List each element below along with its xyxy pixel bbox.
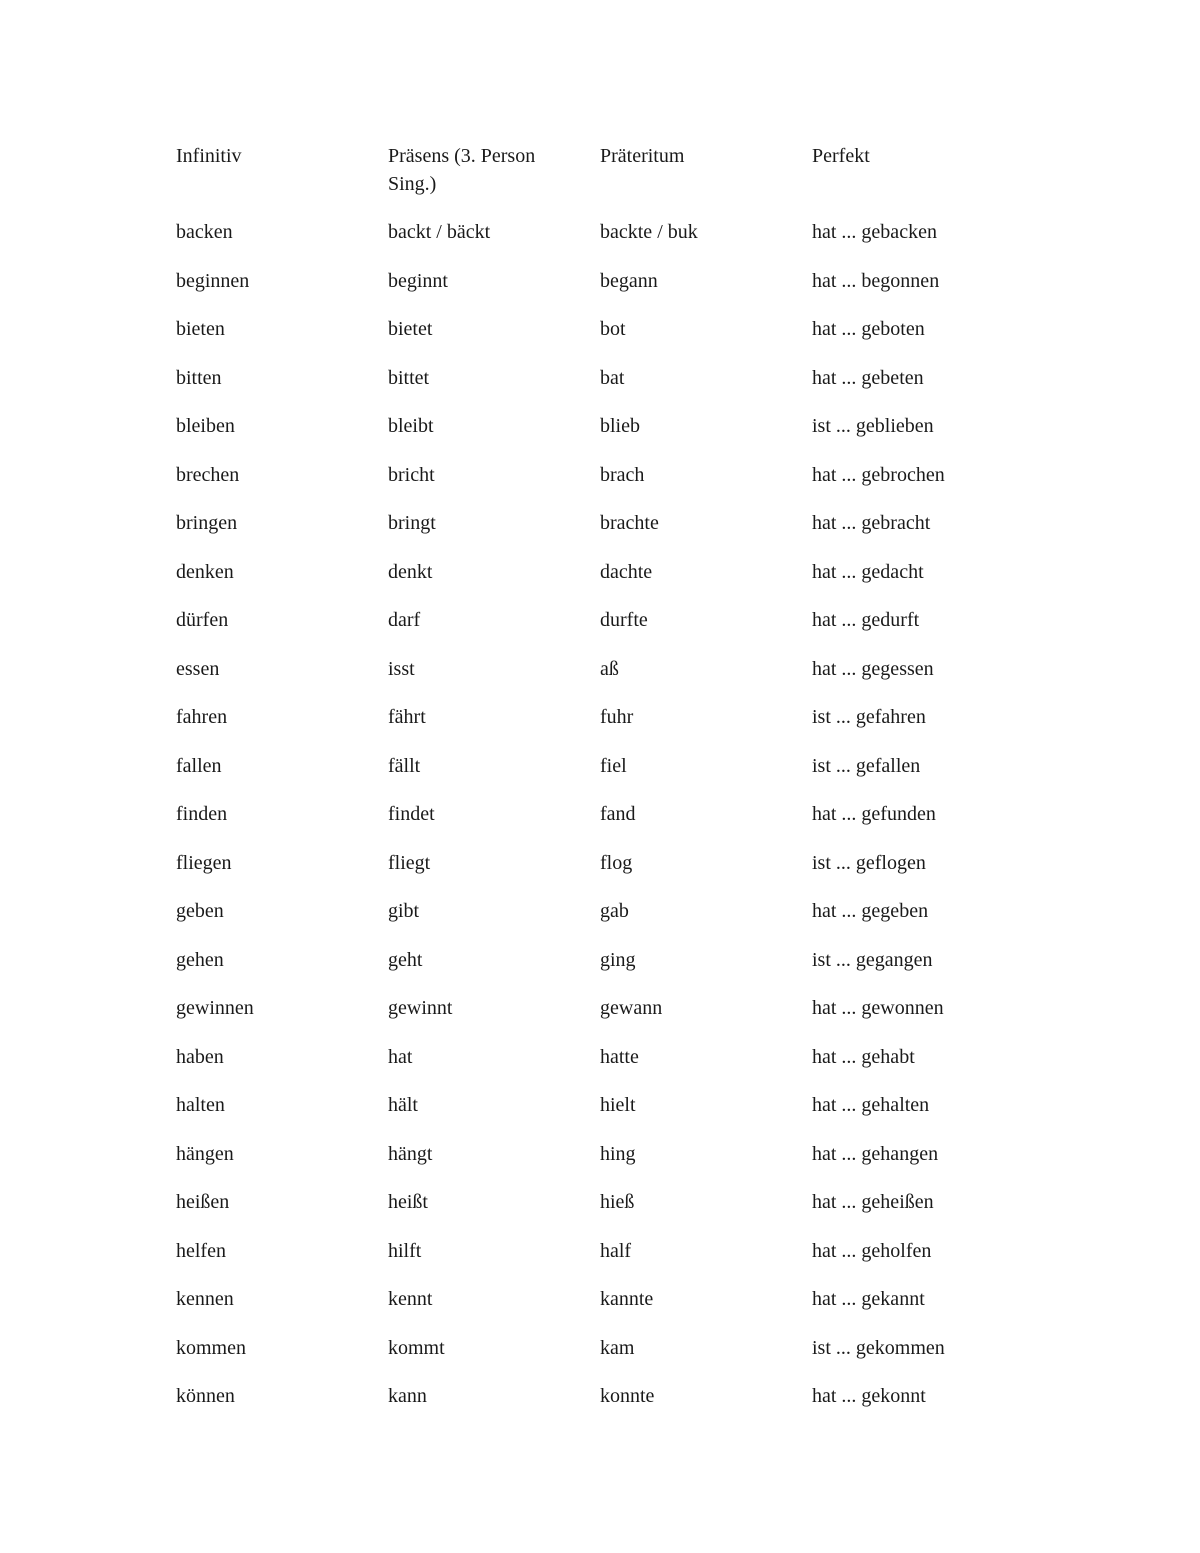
cell-praesens: darf [388,609,421,631]
table-row [176,1140,986,1189]
cell-perfekt: hat ... begonnen [812,269,940,292]
cell-infinitiv: finden [176,803,228,825]
cell-infinitiv: fallen [176,754,222,777]
table-row [176,1188,986,1237]
table-row [176,703,986,752]
cell-infinitiv: kennen [176,1288,234,1310]
cell-infinitiv: können [176,1385,235,1407]
cell-infinitiv: fliegen [176,851,232,874]
cell-praeteritum: kam [600,1336,635,1359]
cell-praesens: gibt [388,900,420,922]
cell-praesens: fliegt [388,851,431,874]
cell-perfekt: hat ... gehalten [812,1094,930,1116]
cell-praesens: kennt [388,1288,433,1310]
cell-infinitiv: haben [176,1045,224,1068]
table-row [176,1382,986,1431]
cell-praesens: fällt [388,754,421,777]
cell-praeteritum: flog [600,851,633,874]
cell-praeteritum: brachte [600,512,659,534]
table-row [176,994,986,1043]
header-praesens: Präsens (3. Person Sing.) [388,145,536,195]
cell-praeteritum: gewann [600,997,663,1019]
header-perfekt: Perfekt [812,145,870,167]
cell-infinitiv: essen [176,657,220,680]
cell-infinitiv: bringen [176,512,238,534]
cell-praeteritum: dachte [600,560,653,583]
cell-praesens: backt / bäckt [388,221,491,243]
table-row [176,461,986,510]
cell-perfekt: hat ... gewonnen [812,997,944,1019]
cell-praeteritum: fuhr [600,706,634,728]
cell-perfekt: hat ... gekonnt [812,1385,926,1407]
cell-perfekt: hat ... geheißen [812,1191,934,1213]
cell-infinitiv: fahren [176,706,228,728]
cell-infinitiv: backen [176,221,233,243]
table-row [176,412,986,461]
cell-perfekt: ist ... geflogen [812,851,926,874]
cell-praeteritum: hieß [600,1191,635,1213]
cell-infinitiv: denken [176,560,234,583]
cell-infinitiv: brechen [176,463,240,486]
cell-infinitiv: kommen [176,1336,246,1359]
cell-perfekt: hat ... gebracht [812,512,931,534]
cell-praeteritum: kannte [600,1288,654,1310]
table-row [176,558,986,607]
table-row [176,1237,986,1286]
table-row [176,800,986,849]
cell-praeteritum: konnte [600,1385,655,1407]
cell-praeteritum: bat [600,366,625,389]
header-infinitiv: Infinitiv [176,145,242,167]
cell-praeteritum: begann [600,269,658,292]
cell-praesens: beginnt [388,269,448,292]
cell-infinitiv: helfen [176,1239,226,1262]
cell-perfekt: hat ... gedacht [812,560,924,583]
cell-perfekt: hat ... gegessen [812,657,934,680]
cell-praesens: hält [388,1094,418,1116]
table-row [176,849,986,898]
cell-praeteritum: blieb [600,415,640,437]
table-row [176,897,986,946]
cell-praesens: bleibt [388,415,434,437]
cell-praeteritum: half [600,1239,632,1262]
cell-perfekt: ist ... gefallen [812,754,921,777]
cell-praeteritum: hatte [600,1045,639,1068]
table-header [176,142,986,218]
cell-praeteritum: durfte [600,609,648,631]
cell-praesens: fährt [388,706,426,728]
cell-praesens: bricht [388,463,435,486]
cell-praeteritum: hing [600,1142,636,1165]
cell-infinitiv: bieten [176,318,225,340]
cell-praesens: hat [388,1045,413,1068]
cell-perfekt: hat ... gekannt [812,1288,925,1310]
cell-praesens: hängt [388,1142,433,1165]
cell-praeteritum: bot [600,318,626,340]
table-row [176,606,986,655]
cell-infinitiv: gehen [176,948,224,971]
table-row [176,1285,986,1334]
table-row [176,218,986,267]
cell-praesens: geht [388,948,423,971]
table-row [176,267,986,316]
cell-perfekt: hat ... geholfen [812,1239,932,1262]
cell-praeteritum: backte / buk [600,221,698,243]
cell-praesens: kommt [388,1336,445,1359]
cell-praeteritum: hielt [600,1094,636,1116]
cell-perfekt: hat ... gehangen [812,1142,939,1165]
cell-infinitiv: beginnen [176,269,250,292]
cell-perfekt: hat ... gebeten [812,366,924,389]
cell-infinitiv: hängen [176,1142,234,1165]
cell-praeteritum: brach [600,463,645,486]
cell-infinitiv: bleiben [176,415,235,437]
cell-infinitiv: gewinnen [176,997,254,1019]
cell-perfekt: ist ... geblieben [812,415,934,437]
table-row [176,364,986,413]
cell-perfekt: ist ... gegangen [812,948,933,971]
table-row [176,315,986,364]
cell-infinitiv: heißen [176,1191,230,1213]
irregular-verbs-table [176,142,986,1431]
cell-perfekt: hat ... gedurft [812,609,920,631]
cell-praesens: isst [388,657,415,680]
cell-praeteritum: fiel [600,754,627,777]
cell-praesens: bringt [388,512,436,534]
cell-praeteritum: ging [600,948,636,971]
cell-praesens: hilft [388,1239,422,1262]
table-row [176,655,986,704]
table-row [176,509,986,558]
table-row [176,1043,986,1092]
cell-perfekt: ist ... gekommen [812,1336,945,1359]
cell-infinitiv: geben [176,900,224,922]
cell-praeteritum: fand [600,803,636,825]
table-row [176,946,986,995]
cell-praesens: heißt [388,1191,428,1213]
table-row [176,752,986,801]
table-row [176,1334,986,1383]
cell-praesens: denkt [388,560,433,583]
cell-praeteritum: aß [600,657,619,680]
cell-infinitiv: dürfen [176,609,229,631]
cell-praesens: findet [388,803,435,825]
cell-infinitiv: halten [176,1094,225,1116]
header-praeteritum: Präteritum [600,145,685,167]
cell-praesens: bietet [388,318,433,340]
cell-perfekt: hat ... gebrochen [812,463,945,486]
table-body [176,218,986,1431]
cell-praesens: bittet [388,366,430,389]
table-row [176,1091,986,1140]
cell-perfekt: hat ... gehabt [812,1045,915,1068]
cell-infinitiv: bitten [176,366,222,389]
cell-perfekt: ist ... gefahren [812,706,926,728]
cell-praeteritum: gab [600,900,629,922]
cell-perfekt: hat ... gegeben [812,900,929,922]
cell-perfekt: hat ... gefunden [812,803,936,825]
cell-perfekt: hat ... gebacken [812,221,937,243]
cell-praesens: kann [388,1385,427,1407]
header-row [176,142,986,218]
cell-praesens: gewinnt [388,997,453,1019]
cell-perfekt: hat ... geboten [812,318,925,340]
